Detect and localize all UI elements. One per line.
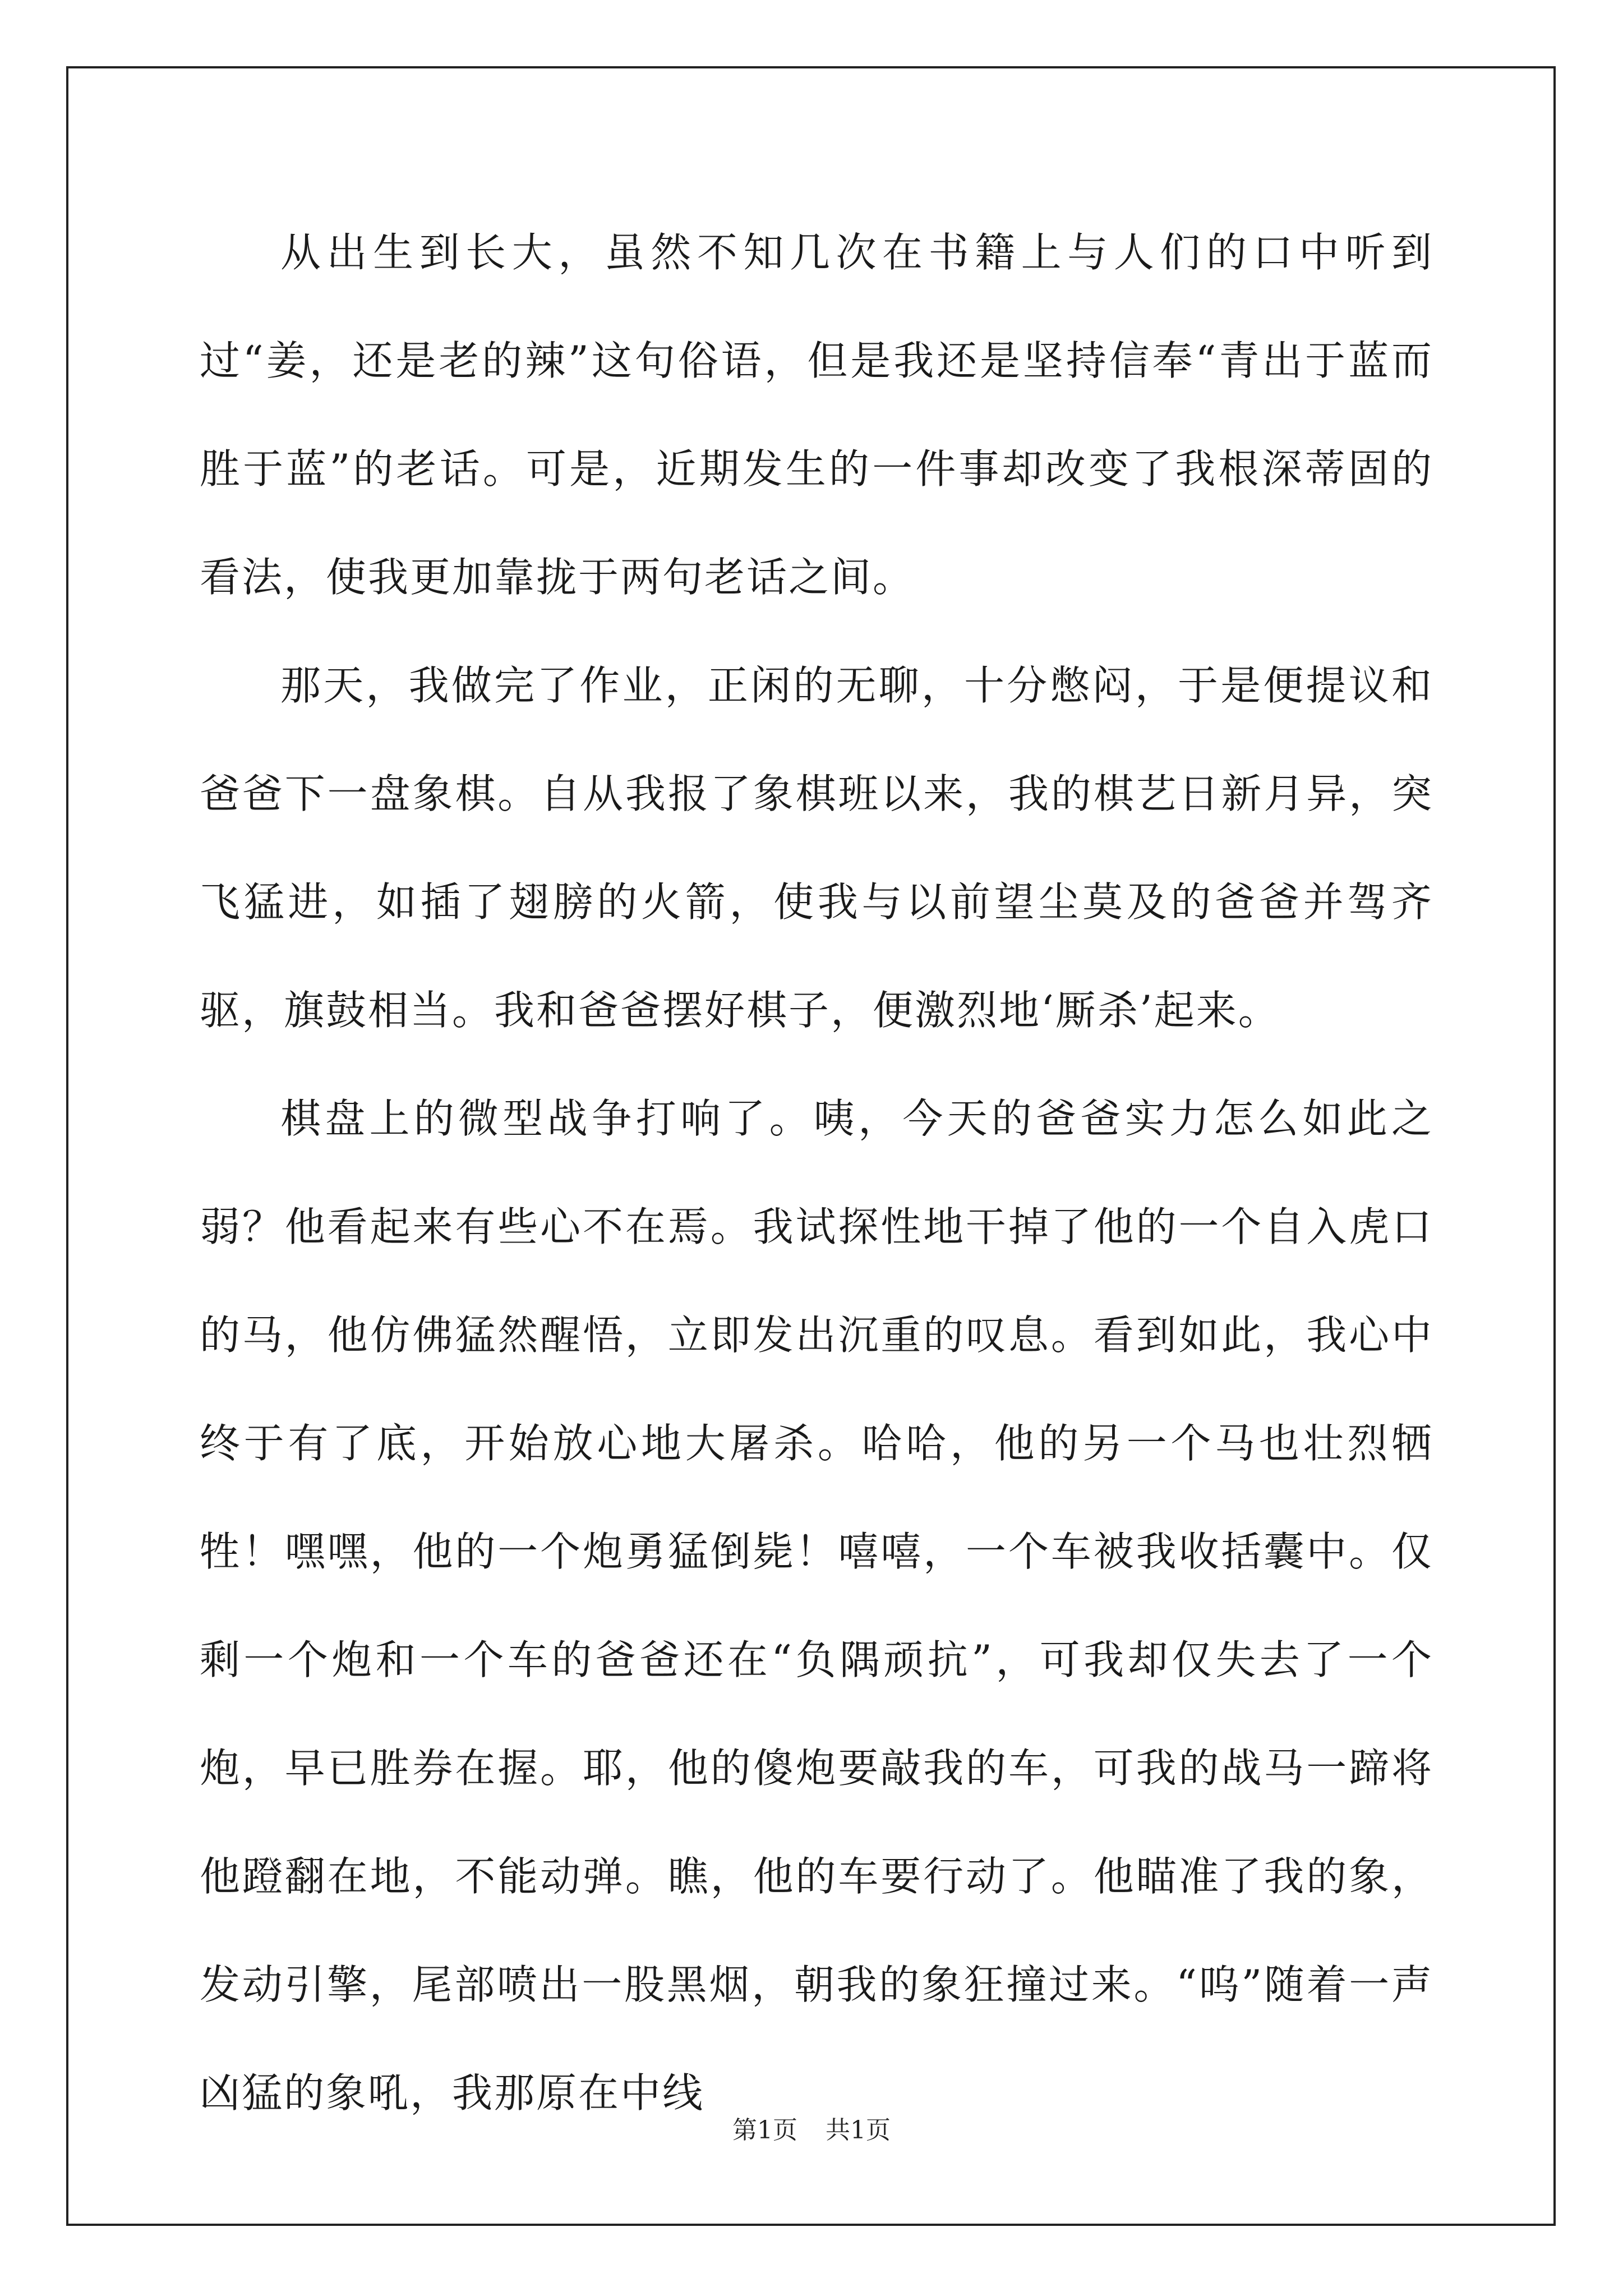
paragraph-2: 那天，我做完了作业，正闲的无聊，十分憋闷，于是便提议和爸爸下一盘象棋。自从我报了象棋班以来，我的棋艺日新月异，突飞猛进，如插了翅膀的火箭，使我与以前望尘莫及的爸爸并驾齐驱，旗鼓相当。我和爸爸摆好棋子，便激烈地‘厮杀’起来。 [200,662,1433,1034]
document-body [200,199,1433,2147]
page-number-current: 第1页 [732,2116,797,2145]
paragraph-1: 从出生到长大，虽然不知几次在书籍上与人们的口中听到过“姜，还是老的辣”这句俗语，但是我还是坚持信奉“青出于蓝而胜于蓝”的老话。可是，近期发生的一件事却改变了我根深蒂固的看法，使我更加靠拢于两句老话之间。 [200,229,1433,601]
paragraph-3: 棋盘上的微型战争打响了。咦，今天的爸爸实力怎么如此之弱？他看起来有些心不在焉。我试探性地干掉了他的一个自入虎口的马，他仿佛猛然醒悟，立即发出沉重的叹息。看到如此，我心中终于有了底，开始放心地大屠杀。哈哈，他的另一个马也壮烈牺牲！嘿嘿，他的一个炮勇猛倒毙！嘻嘻，一个车被我收括囊中。仅剩一个炮和一个车的爸爸还在“负隅顽抗”，可我却仅失去了一个炮，早已胜券在握。耶，他的傻炮要敲我的车，可我的战马一蹄将他蹬翻在地，不能动弹。瞧，他的车要行动了。他瞄准了我的象，发动引擎，尾部喷出一股黑烟，朝我的象狂撞过来。“呜”随着一声凶猛的象吼，我那原在中线 [200,1095,1433,2116]
page-footer [0,2114,1623,2147]
page-number-total: 共1页 [826,2116,891,2145]
